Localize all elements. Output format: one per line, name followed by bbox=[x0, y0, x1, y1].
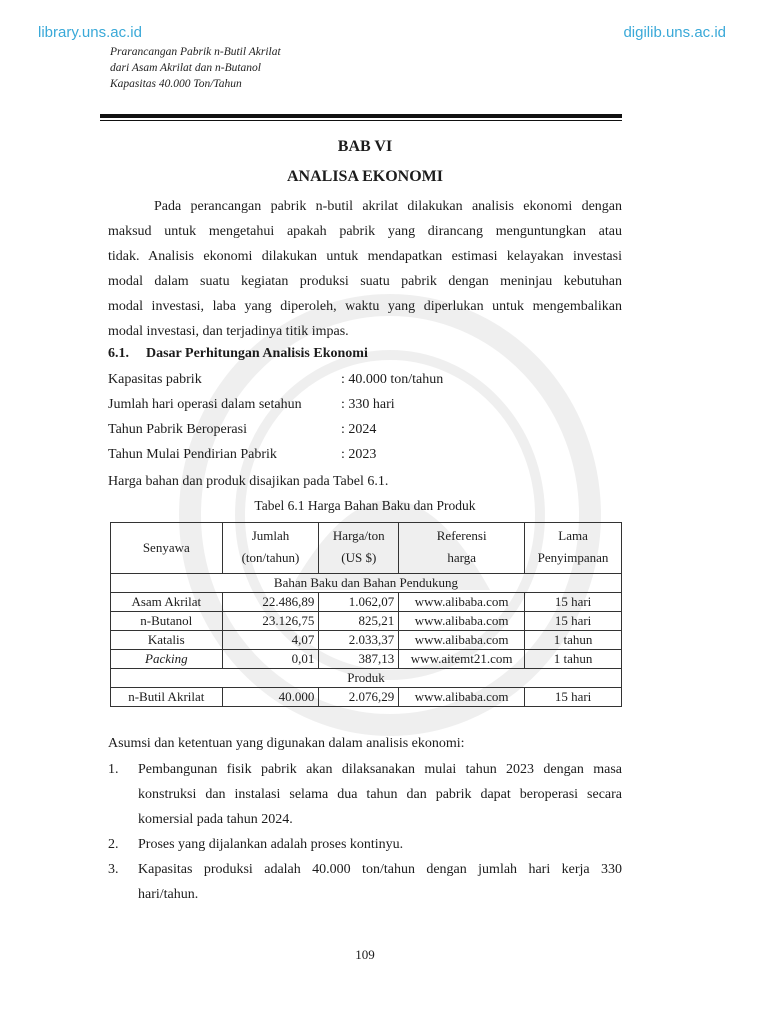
basis-value: : 2024 bbox=[341, 422, 377, 437]
running-header bbox=[110, 44, 281, 92]
list-number: 3. bbox=[108, 862, 119, 877]
cell-lama: 15 hari bbox=[525, 593, 622, 612]
basis-key: Kapasitas pabrik bbox=[108, 372, 202, 387]
cell-senyawa: Katalis bbox=[111, 631, 223, 650]
section-heading bbox=[108, 346, 368, 362]
basis-value: : 40.000 ton/tahun bbox=[341, 372, 444, 387]
price-table bbox=[110, 522, 622, 707]
header-text: Referensi bbox=[436, 528, 487, 543]
table-row bbox=[111, 612, 622, 631]
paragraph-line: modal investasi, laba yang diperoleh, waktu yang diperlukan untuk mengembalikan bbox=[108, 299, 622, 314]
table-row bbox=[111, 650, 622, 669]
cell-lama: 1 tahun bbox=[525, 631, 622, 650]
list-line: Proses yang dijalankan adalah proses kontinyu. bbox=[138, 837, 404, 852]
paragraph-line: modal investasi, dan terjadinya titik impas. bbox=[108, 324, 349, 339]
basis-row bbox=[108, 372, 443, 388]
cell-lama: 15 hari bbox=[525, 612, 622, 631]
list-number: 2. bbox=[108, 837, 119, 852]
list-line: komersial pada tahun 2024. bbox=[138, 812, 293, 827]
basis-row bbox=[108, 422, 376, 438]
table-row bbox=[111, 631, 622, 650]
table-row bbox=[111, 688, 622, 707]
header-rule-thin bbox=[100, 120, 622, 121]
header-text: harga bbox=[447, 550, 476, 565]
cell-senyawa: n-Butil Akrilat bbox=[111, 688, 223, 707]
paragraph-line: tidak. Analisis ekonomi dilakukan untuk mendapatkan estimasi kelayakan investasi bbox=[108, 249, 622, 264]
cell-jumlah: 40.000 bbox=[222, 688, 319, 707]
cell-harga: 2.033,37 bbox=[319, 631, 399, 650]
header-line: dari Asam Akrilat dan n-Butanol bbox=[110, 62, 261, 74]
basis-value: : 2023 bbox=[341, 447, 377, 462]
cell-jumlah: 23.126,75 bbox=[222, 612, 319, 631]
table-header-row bbox=[111, 523, 622, 574]
header-harga bbox=[319, 523, 399, 574]
cell-harga: 1.062,07 bbox=[319, 593, 399, 612]
digilib-link[interactable]: digilib.uns.ac.id bbox=[623, 24, 726, 41]
basis-row bbox=[108, 397, 395, 413]
list-line: Kapasitas produksi adalah 40.000 ton/tahun dengan jumlah hari kerja 330 bbox=[138, 862, 622, 877]
cell-jumlah: 0,01 bbox=[222, 650, 319, 669]
section-title: Dasar Perhitungan Analisis Ekonomi bbox=[146, 346, 368, 361]
paragraph-line: maksud untuk mengetahui apakah pabrik yang dirancang menguntungkan atau bbox=[108, 224, 622, 239]
cell-senyawa: Asam Akrilat bbox=[111, 593, 223, 612]
page-number: 109 bbox=[355, 947, 375, 962]
basis-key: Tahun Mulai Pendirian Pabrik bbox=[108, 447, 277, 462]
header-jumlah bbox=[222, 523, 319, 574]
cell-referensi: www.alibaba.com bbox=[399, 688, 525, 707]
header-senyawa: Senyawa bbox=[111, 523, 223, 574]
cell-senyawa: Packing bbox=[111, 650, 223, 669]
table-caption: Tabel 6.1 Harga Bahan Baku dan Produk bbox=[254, 498, 476, 513]
cell-lama: 15 hari bbox=[525, 688, 622, 707]
list-line: Pembangunan fisik pabrik akan dilaksanakan mulai tahun 2023 dengan masa bbox=[138, 762, 622, 777]
paragraph-line: modal dalam suatu kegiatan produksi suatu pabrik dengan meninjau kebutuhan bbox=[108, 274, 622, 289]
header-line: Prarancangan Pabrik n-Butil Akrilat bbox=[110, 46, 281, 58]
header-text: Jumlah bbox=[251, 528, 290, 543]
cell-lama: 1 tahun bbox=[525, 650, 622, 669]
header-referensi bbox=[399, 523, 525, 574]
library-link[interactable]: library.uns.ac.id bbox=[38, 24, 142, 41]
cell-harga: 2.076,29 bbox=[319, 688, 399, 707]
header-text: Penyimpanan bbox=[537, 550, 609, 565]
header-text: (ton/tahun) bbox=[241, 550, 300, 565]
list-line: hari/tahun. bbox=[138, 887, 199, 902]
basis-key: Jumlah hari operasi dalam setahun bbox=[108, 397, 302, 412]
assumptions-intro: Asumsi dan ketentuan yang digunakan dalam analisis ekonomi: bbox=[108, 736, 465, 751]
chapter-number: BAB VI bbox=[337, 138, 393, 155]
cell-harga: 825,21 bbox=[319, 612, 399, 631]
group-label: Bahan Baku dan Bahan Pendukung bbox=[111, 574, 622, 593]
basis-key: Tahun Pabrik Beroperasi bbox=[108, 422, 247, 437]
header-text: Lama bbox=[558, 528, 588, 543]
chapter-title: ANALISA EKONOMI bbox=[286, 168, 444, 185]
header-text: Harga/ton bbox=[332, 528, 385, 543]
group-label: Produk bbox=[111, 669, 622, 688]
cell-jumlah: 4,07 bbox=[222, 631, 319, 650]
section-number: 6.1. bbox=[108, 346, 129, 361]
header-rule-thick bbox=[100, 114, 622, 118]
list-number: 1. bbox=[108, 762, 119, 777]
paragraph-line: Pada perancangan pabrik n-butil akrilat dilakukan analisis ekonomi dengan bbox=[154, 199, 622, 214]
cell-referensi: www.alibaba.com bbox=[399, 612, 525, 631]
list-item bbox=[108, 832, 622, 857]
list-item bbox=[108, 857, 622, 907]
table-group-row bbox=[111, 669, 622, 688]
intro-paragraph bbox=[108, 194, 622, 344]
header-text: (US $) bbox=[341, 550, 377, 565]
cell-referensi: www.aitemt21.com bbox=[399, 650, 525, 669]
list-line: konstruksi dan instalasi selama dua tahun dan pabrik dapat beroperasi secara bbox=[138, 787, 622, 802]
list-item bbox=[108, 757, 622, 832]
cell-harga: 387,13 bbox=[319, 650, 399, 669]
table-group-row bbox=[111, 574, 622, 593]
table-row bbox=[111, 593, 622, 612]
header-line: Kapasitas 40.000 Ton/Tahun bbox=[110, 78, 242, 90]
cell-jumlah: 22.486,89 bbox=[222, 593, 319, 612]
cell-senyawa: n-Butanol bbox=[111, 612, 223, 631]
basis-row bbox=[108, 447, 376, 463]
cell-referensi: www.alibaba.com bbox=[399, 631, 525, 650]
basis-value: : 330 hari bbox=[341, 397, 395, 412]
cell-referensi: www.alibaba.com bbox=[399, 593, 525, 612]
header-lama bbox=[525, 523, 622, 574]
price-note: Harga bahan dan produk disajikan pada Tabel 6.1. bbox=[108, 474, 389, 489]
